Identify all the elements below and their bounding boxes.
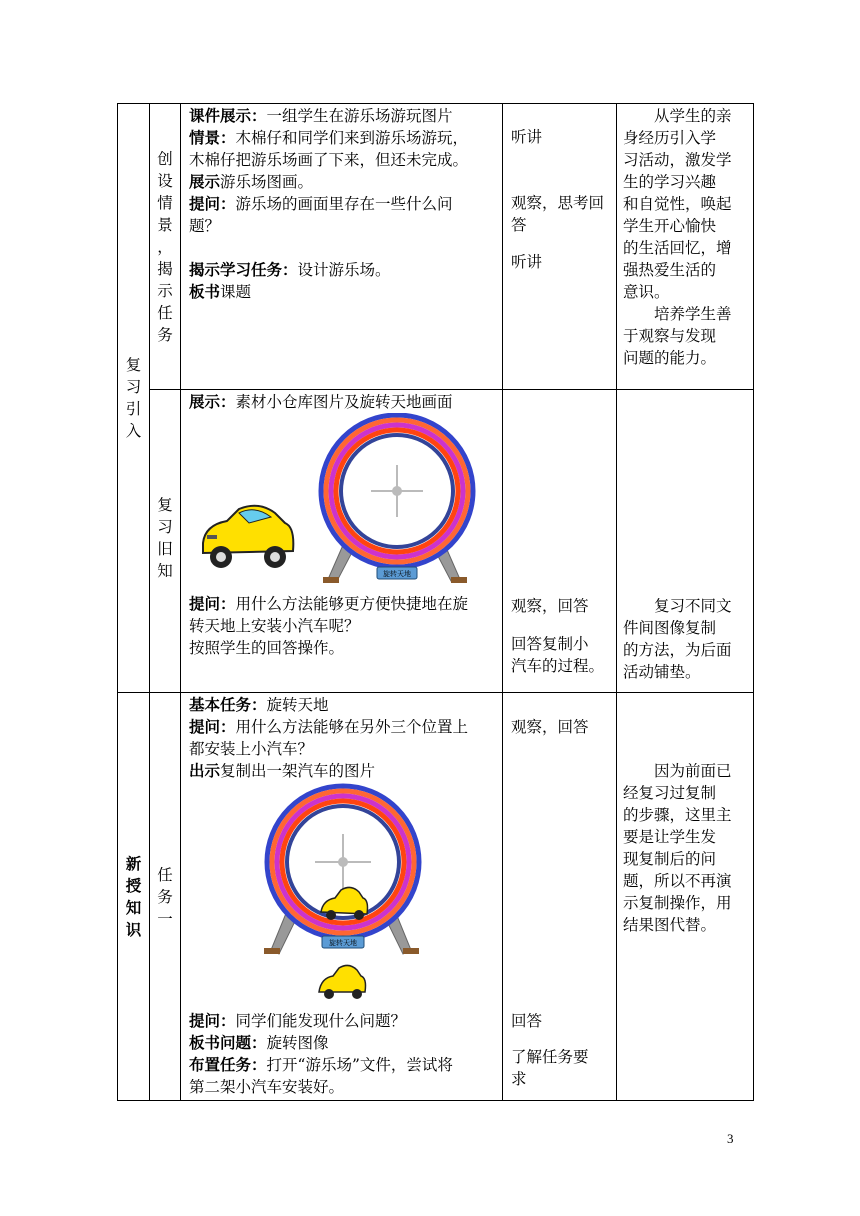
label-char: 创 — [157, 150, 173, 168]
student-line: 求 — [511, 1070, 527, 1088]
label-char: 一 — [157, 909, 173, 928]
label-text: 游乐场图画。 — [220, 173, 314, 191]
label-char: 务 — [157, 326, 173, 344]
show-text: 素材小仓库图片及旋转天地画面 — [235, 393, 453, 411]
label-bold: 出示 — [189, 761, 221, 780]
teacher-activity-text — [189, 105, 496, 303]
ride-sign-text: 旋转天地 — [329, 939, 357, 947]
step-label-cell — [150, 693, 181, 1101]
label-char: 习 — [157, 518, 173, 536]
label-text: 同学们能发现什么问题？ — [235, 1012, 407, 1030]
student-activity-cell — [503, 693, 617, 1101]
label-bold: 揭示学习任务： — [189, 260, 298, 279]
table-row — [118, 390, 754, 693]
ride-sign-text: 旋转天地 — [383, 570, 411, 578]
teacher-activity-cell — [181, 104, 503, 390]
intent-line: 要是让学生发 — [623, 828, 717, 846]
student-line: 回答复制小 — [511, 635, 589, 653]
label-bold: 提问： — [189, 194, 236, 213]
toy-car-icon — [319, 965, 366, 999]
step-label-text — [150, 494, 180, 582]
label-char: 情 — [157, 194, 173, 212]
toy-car-icon — [203, 506, 293, 568]
label-bold: 布置任务： — [189, 1055, 267, 1074]
label-bold: 课件展示： — [189, 106, 267, 125]
label-char: 景 — [157, 216, 173, 234]
table-row — [118, 104, 754, 390]
student-activity-text — [511, 716, 610, 738]
label-text: 用什么方法能够更方便快捷地在旋 — [235, 595, 469, 613]
teacher-activity-text — [189, 593, 496, 659]
intent-line: 生的学习兴趣 — [623, 173, 717, 191]
student-line: 回答 — [511, 1012, 543, 1030]
design-intent-text — [623, 105, 747, 369]
label-text: 按照学生的回答操作。 — [189, 639, 345, 657]
label-char: 入 — [125, 422, 142, 440]
text-line — [189, 1076, 496, 1098]
step-label-cell — [150, 104, 181, 390]
text-line — [189, 738, 496, 760]
section-label-text — [118, 853, 149, 941]
text-line — [189, 127, 496, 149]
figure-area — [189, 782, 496, 1010]
text-line — [189, 716, 496, 738]
teacher-activity-cell — [181, 390, 503, 693]
label-char: 复 — [157, 496, 173, 514]
text-line — [189, 259, 496, 281]
student-activity-text — [511, 595, 610, 677]
figure-area — [189, 413, 496, 593]
label-char: 知 — [125, 897, 142, 917]
rotation-ride-figure — [189, 782, 499, 1010]
show-line — [189, 391, 496, 413]
label-char: 授 — [125, 875, 142, 895]
text-line — [189, 215, 496, 237]
intent-line: 问题的能力。 — [623, 349, 717, 367]
label-char: 任 — [157, 304, 173, 322]
label-text: 木棉仔和同学们来到游乐场游玩， — [235, 129, 469, 147]
intent-line: 示复制操作，用 — [623, 894, 732, 912]
section-label-text — [118, 354, 149, 442]
teacher-activity-cell — [181, 693, 503, 1101]
page-number: 3 — [727, 1131, 734, 1146]
intent-line: 从学生的亲 — [654, 107, 732, 125]
intent-line: 身经历引入学 — [623, 129, 717, 147]
label-text: 木棉仔把游乐场画了下来，但还未完成。 — [189, 151, 469, 169]
intent-line: 培养学生善 — [654, 305, 732, 323]
text-line — [189, 593, 496, 615]
intent-line: 的生活回忆，增 — [623, 239, 732, 257]
label-char: 设 — [157, 172, 173, 190]
text-line — [189, 1032, 496, 1054]
label-char: 示 — [157, 282, 173, 300]
intent-line: 活动铺垫。 — [623, 663, 701, 681]
label-char: 复 — [125, 356, 142, 374]
text-line — [189, 615, 496, 637]
design-intent-cell — [617, 390, 754, 693]
student-line: 观察，思考回 — [511, 194, 605, 212]
text-line — [189, 281, 496, 303]
text-line — [189, 1010, 496, 1032]
label-bold: 板书 — [189, 282, 221, 301]
label-char: 识 — [125, 919, 142, 939]
student-activity-cell — [503, 104, 617, 390]
text-line — [189, 171, 496, 193]
label-char: 新 — [125, 853, 142, 873]
label-char: 任 — [157, 865, 173, 884]
text-line — [189, 694, 496, 716]
table-row — [118, 693, 754, 1101]
text-line — [189, 760, 496, 782]
label-bold: 情景： — [189, 128, 236, 147]
student-line: 答 — [511, 216, 527, 234]
design-intent-cell — [617, 693, 754, 1101]
label-text: 课题 — [220, 283, 252, 301]
step-label-text — [150, 148, 180, 346]
show-label: 展示： — [189, 392, 236, 411]
label-text: 第二架小汽车安装好。 — [189, 1078, 345, 1096]
label-char: 旧 — [157, 540, 173, 558]
student-line: 汽车的过程。 — [511, 657, 605, 675]
intent-line: 强热爱生活的 — [623, 261, 717, 279]
intent-line: 的步骤，这里主 — [623, 806, 732, 824]
intent-line: 学生开心愉快 — [623, 217, 717, 235]
label-bold: 提问： — [189, 594, 236, 613]
text-line — [189, 149, 496, 171]
label-text: 打开“游乐场”文件，尝试将 — [266, 1056, 453, 1074]
intent-line: 经复习过复制 — [623, 784, 717, 802]
label-text: 旋转天地 — [266, 696, 329, 714]
intent-line: 复习不同文 — [654, 597, 732, 615]
intent-line: 件间图像复制 — [623, 619, 717, 637]
intent-line: 现复制后的问 — [623, 850, 717, 868]
label-text: 用什么方法能够在另外三个位置上 — [235, 718, 469, 736]
student-line: 了解任务要 — [511, 1048, 589, 1066]
section-label-new — [118, 693, 150, 1101]
label-bold: 展示 — [189, 172, 221, 191]
intent-line: 结果图代替。 — [623, 916, 717, 934]
section-label-review — [118, 104, 150, 693]
label-bold: 基本任务： — [189, 695, 267, 714]
intent-line: 和自觉性，唤起 — [623, 195, 732, 213]
text-line — [189, 193, 496, 215]
design-intent-cell — [617, 104, 754, 390]
intent-line: 题，所以不再演 — [623, 872, 732, 890]
student-activity-text — [511, 126, 610, 273]
intent-line: 因为前面已 — [654, 762, 732, 780]
label-bold: 提问： — [189, 717, 236, 736]
design-intent-text — [623, 760, 747, 936]
intent-line: 习活动，激发学 — [623, 151, 732, 169]
student-activity-text — [511, 1010, 610, 1090]
design-intent-text — [623, 595, 747, 683]
intent-line: 意识。 — [623, 283, 670, 301]
label-text: 一组学生在游乐场游玩图片 — [266, 107, 453, 125]
teacher-activity-text — [189, 1010, 496, 1098]
student-line: 听讲 — [511, 128, 543, 146]
label-text: 都安装上小汽车？ — [189, 740, 314, 758]
step-label-text — [150, 864, 180, 930]
label-bold: 板书问题： — [189, 1033, 267, 1052]
label-char: 揭 — [157, 260, 173, 278]
student-line: 听讲 — [511, 253, 543, 271]
label-char: 习 — [125, 378, 142, 396]
label-text: 设计游乐场。 — [297, 261, 391, 279]
label-text: 题？ — [189, 217, 221, 235]
label-char: ， — [157, 238, 173, 256]
student-line: 观察，回答 — [511, 718, 589, 736]
teacher-activity-text — [189, 694, 496, 782]
text-line — [189, 637, 496, 659]
intent-line: 的方法，为后面 — [623, 641, 732, 659]
text-line — [189, 1054, 496, 1076]
step-label-cell — [150, 390, 181, 693]
student-line: 观察，回答 — [511, 597, 589, 615]
label-text: 游乐场的画面里存在一些什么问 — [235, 195, 453, 213]
text-line — [189, 105, 496, 127]
lesson-plan-table — [117, 103, 754, 1101]
student-activity-cell — [503, 390, 617, 693]
label-text: 转天地上安装小汽车呢？ — [189, 617, 360, 635]
label-char: 引 — [125, 400, 142, 418]
label-text: 复制出一架汽车的图片 — [220, 762, 376, 780]
label-char: 知 — [157, 562, 173, 580]
intent-line: 于观察与发现 — [623, 327, 717, 345]
label-char: 务 — [157, 887, 173, 906]
label-text: 旋转图像 — [266, 1034, 329, 1052]
label-bold: 提问： — [189, 1011, 236, 1030]
rotation-ride-figure — [189, 413, 499, 593]
